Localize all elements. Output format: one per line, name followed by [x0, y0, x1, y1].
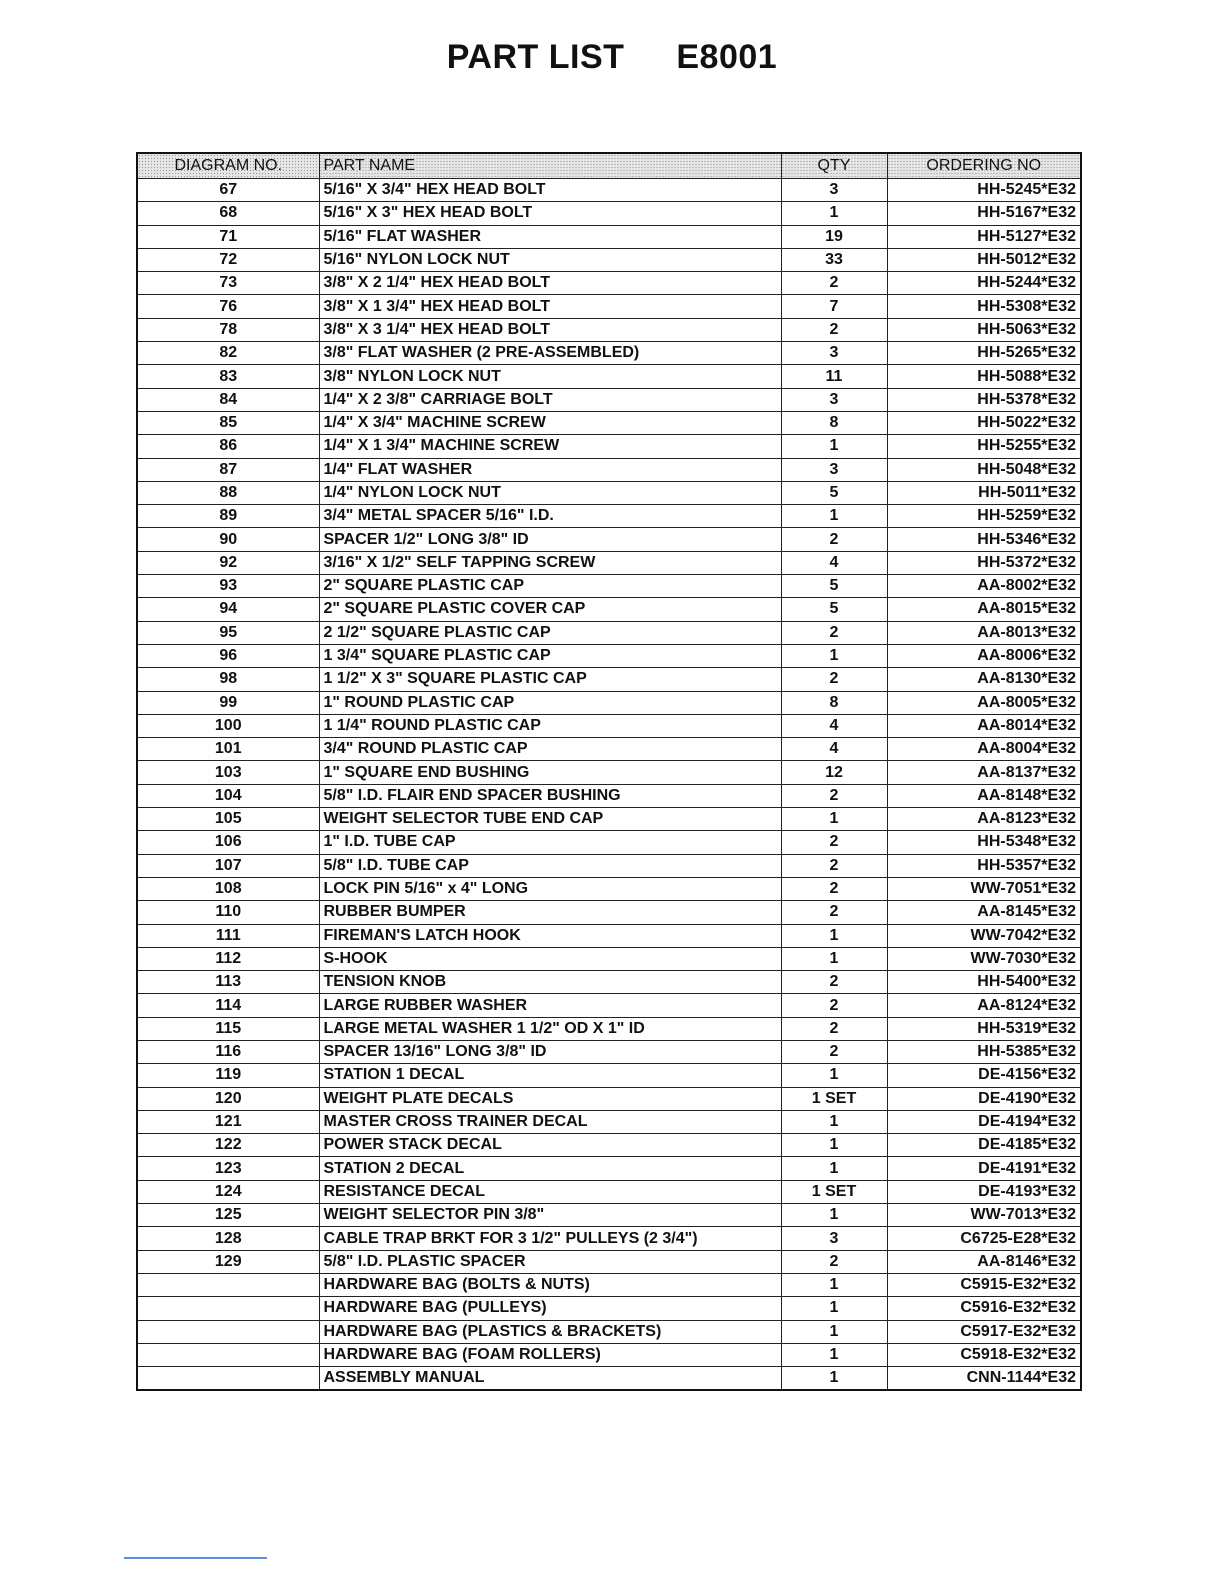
ordering-no-cell: WW-7013*E32 — [887, 1204, 1081, 1227]
ordering-no-cell: HH-5259*E32 — [887, 505, 1081, 528]
part-name-cell: 1 1/4" ROUND PLASTIC CAP — [319, 714, 781, 737]
qty-cell: 1 — [781, 1157, 887, 1180]
ordering-no-cell: AA-8123*E32 — [887, 808, 1081, 831]
ordering-no-cell: HH-5348*E32 — [887, 831, 1081, 854]
part-name-cell: HARDWARE BAG (PLASTICS & BRACKETS) — [319, 1320, 781, 1343]
table-row — [137, 1157, 1081, 1180]
ordering-no-cell: HH-5319*E32 — [887, 1017, 1081, 1040]
part-name-cell: 1 1/2" X 3" SQUARE PLASTIC CAP — [319, 668, 781, 691]
header-diagram-no: DIAGRAM NO. — [137, 153, 319, 179]
qty-cell: 2 — [781, 318, 887, 341]
table-row — [137, 342, 1081, 365]
part-name-cell: HARDWARE BAG (PULLEYS) — [319, 1297, 781, 1320]
ordering-no-cell: HH-5357*E32 — [887, 854, 1081, 877]
table-row — [137, 1134, 1081, 1157]
qty-cell: 2 — [781, 877, 887, 900]
ordering-no-cell: CNN-1144*E32 — [887, 1367, 1081, 1391]
table-row — [137, 901, 1081, 924]
ordering-no-cell: WW-7051*E32 — [887, 877, 1081, 900]
header-qty: QTY — [781, 153, 887, 179]
table-row — [137, 179, 1081, 202]
table-row — [137, 668, 1081, 691]
ordering-no-cell: AA-8006*E32 — [887, 644, 1081, 667]
table-row — [137, 691, 1081, 714]
diagram-no-cell: 94 — [137, 598, 319, 621]
diagram-no-cell: 93 — [137, 575, 319, 598]
ordering-no-cell: HH-5048*E32 — [887, 458, 1081, 481]
diagram-no-cell: 92 — [137, 551, 319, 574]
diagram-no-cell: 104 — [137, 784, 319, 807]
ordering-no-cell: HH-5245*E32 — [887, 179, 1081, 202]
qty-cell: 2 — [781, 971, 887, 994]
qty-cell: 2 — [781, 668, 887, 691]
ordering-no-cell: C5916-E32*E32 — [887, 1297, 1081, 1320]
diagram-no-cell: 68 — [137, 202, 319, 225]
table-row — [137, 621, 1081, 644]
ordering-no-cell: AA-8148*E32 — [887, 784, 1081, 807]
ordering-no-cell: AA-8013*E32 — [887, 621, 1081, 644]
diagram-no-cell: 67 — [137, 179, 319, 202]
page-title — [0, 38, 1224, 77]
diagram-no-cell: 116 — [137, 1040, 319, 1063]
header-ordering-no: ORDERING NO — [887, 153, 1081, 179]
diagram-no-cell — [137, 1367, 319, 1391]
ordering-no-cell: HH-5385*E32 — [887, 1040, 1081, 1063]
part-name-cell: 2 1/2" SQUARE PLASTIC CAP — [319, 621, 781, 644]
part-name-cell: WEIGHT PLATE DECALS — [319, 1087, 781, 1110]
ordering-no-cell: AA-8015*E32 — [887, 598, 1081, 621]
qty-cell: 1 — [781, 1064, 887, 1087]
ordering-no-cell: HH-5088*E32 — [887, 365, 1081, 388]
part-name-cell: 1" I.D. TUBE CAP — [319, 831, 781, 854]
qty-cell: 7 — [781, 295, 887, 318]
part-name-cell: S-HOOK — [319, 947, 781, 970]
ordering-no-cell: HH-5167*E32 — [887, 202, 1081, 225]
part-name-cell: 2" SQUARE PLASTIC CAP — [319, 575, 781, 598]
qty-cell: 5 — [781, 598, 887, 621]
table-row — [137, 854, 1081, 877]
header-row — [137, 153, 1081, 179]
qty-cell: 2 — [781, 1017, 887, 1040]
part-name-cell: RUBBER BUMPER — [319, 901, 781, 924]
part-name-cell: RESISTANCE DECAL — [319, 1180, 781, 1203]
table-row — [137, 528, 1081, 551]
ordering-no-cell: HH-5255*E32 — [887, 435, 1081, 458]
part-name-cell: LOCK PIN 5/16" x 4" LONG — [319, 877, 781, 900]
diagram-no-cell: 90 — [137, 528, 319, 551]
qty-cell: 3 — [781, 458, 887, 481]
qty-cell: 1 — [781, 808, 887, 831]
diagram-no-cell: 110 — [137, 901, 319, 924]
qty-cell: 1 — [781, 1297, 887, 1320]
ordering-no-cell: HH-5308*E32 — [887, 295, 1081, 318]
table-row — [137, 435, 1081, 458]
part-name-cell: LARGE METAL WASHER 1 1/2" OD X 1" ID — [319, 1017, 781, 1040]
table-row — [137, 411, 1081, 434]
parts-table-header — [137, 153, 1081, 179]
part-name-cell: 1/4" X 2 3/8" CARRIAGE BOLT — [319, 388, 781, 411]
ordering-no-cell: AA-8146*E32 — [887, 1250, 1081, 1273]
qty-cell: 2 — [781, 994, 887, 1017]
table-row — [137, 1320, 1081, 1343]
part-name-cell: 5/16" X 3/4" HEX HEAD BOLT — [319, 179, 781, 202]
part-name-cell: 3/8" NYLON LOCK NUT — [319, 365, 781, 388]
part-name-cell: 1/4" X 1 3/4" MACHINE SCREW — [319, 435, 781, 458]
diagram-no-cell: 89 — [137, 505, 319, 528]
table-row — [137, 1040, 1081, 1063]
qty-cell: 11 — [781, 365, 887, 388]
part-name-cell: 1/4" X 3/4" MACHINE SCREW — [319, 411, 781, 434]
table-row — [137, 877, 1081, 900]
part-name-cell: WEIGHT SELECTOR PIN 3/8" — [319, 1204, 781, 1227]
table-row — [137, 248, 1081, 271]
qty-cell: 1 — [781, 1273, 887, 1296]
diagram-no-cell: 83 — [137, 365, 319, 388]
part-name-cell: 5/16" NYLON LOCK NUT — [319, 248, 781, 271]
diagram-no-cell: 98 — [137, 668, 319, 691]
diagram-no-cell: 72 — [137, 248, 319, 271]
qty-cell: 1 — [781, 202, 887, 225]
table-row — [137, 738, 1081, 761]
qty-cell: 4 — [781, 714, 887, 737]
table-row — [137, 575, 1081, 598]
part-name-cell: 5/16" FLAT WASHER — [319, 225, 781, 248]
ordering-no-cell: AA-8137*E32 — [887, 761, 1081, 784]
qty-cell: 2 — [781, 1250, 887, 1273]
diagram-no-cell: 119 — [137, 1064, 319, 1087]
table-row — [137, 481, 1081, 504]
diagram-no-cell: 85 — [137, 411, 319, 434]
ordering-no-cell: AA-8014*E32 — [887, 714, 1081, 737]
table-row — [137, 295, 1081, 318]
table-row — [137, 644, 1081, 667]
qty-cell: 3 — [781, 342, 887, 365]
diagram-no-cell — [137, 1273, 319, 1296]
table-row — [137, 1180, 1081, 1203]
ordering-no-cell: AA-8005*E32 — [887, 691, 1081, 714]
diagram-no-cell: 107 — [137, 854, 319, 877]
qty-cell: 1 — [781, 435, 887, 458]
diagram-no-cell: 129 — [137, 1250, 319, 1273]
qty-cell: 12 — [781, 761, 887, 784]
ordering-no-cell: HH-5378*E32 — [887, 388, 1081, 411]
ordering-no-cell: AA-8145*E32 — [887, 901, 1081, 924]
table-row — [137, 1017, 1081, 1040]
diagram-no-cell: 78 — [137, 318, 319, 341]
part-name-cell: STATION 2 DECAL — [319, 1157, 781, 1180]
part-name-cell: TENSION KNOB — [319, 971, 781, 994]
diagram-no-cell: 96 — [137, 644, 319, 667]
qty-cell: 1 — [781, 1204, 887, 1227]
qty-cell: 1 — [781, 1134, 887, 1157]
qty-cell: 2 — [781, 528, 887, 551]
parts-table-body — [137, 179, 1081, 1391]
part-name-cell: 3/4" ROUND PLASTIC CAP — [319, 738, 781, 761]
qty-cell: 5 — [781, 575, 887, 598]
part-name-cell: 1/4" FLAT WASHER — [319, 458, 781, 481]
part-name-cell: CABLE TRAP BRKT FOR 3 1/2" PULLEYS (2 3/4") — [319, 1227, 781, 1250]
part-name-cell: 1" ROUND PLASTIC CAP — [319, 691, 781, 714]
ordering-no-cell: AA-8004*E32 — [887, 738, 1081, 761]
qty-cell: 2 — [781, 1040, 887, 1063]
part-name-cell: 3/8" X 2 1/4" HEX HEAD BOLT — [319, 272, 781, 295]
table-row — [137, 714, 1081, 737]
diagram-no-cell — [137, 1297, 319, 1320]
table-row — [137, 225, 1081, 248]
part-name-cell: 2" SQUARE PLASTIC COVER CAP — [319, 598, 781, 621]
diagram-no-cell: 128 — [137, 1227, 319, 1250]
diagram-no-cell: 123 — [137, 1157, 319, 1180]
part-name-cell: ASSEMBLY MANUAL — [319, 1367, 781, 1391]
diagram-no-cell: 87 — [137, 458, 319, 481]
table-row — [137, 808, 1081, 831]
part-name-cell: STATION 1 DECAL — [319, 1064, 781, 1087]
part-name-cell: 3/16" X 1/2" SELF TAPPING SCREW — [319, 551, 781, 574]
ordering-no-cell: AA-8002*E32 — [887, 575, 1081, 598]
ordering-no-cell: C5915-E32*E32 — [887, 1273, 1081, 1296]
diagram-no-cell: 101 — [137, 738, 319, 761]
part-name-cell: 3/8" X 3 1/4" HEX HEAD BOLT — [319, 318, 781, 341]
qty-cell: 8 — [781, 691, 887, 714]
part-name-cell: 5/8" I.D. PLASTIC SPACER — [319, 1250, 781, 1273]
qty-cell: 3 — [781, 179, 887, 202]
qty-cell: 1 — [781, 924, 887, 947]
footer-rule — [124, 1557, 267, 1559]
ordering-no-cell: DE-4190*E32 — [887, 1087, 1081, 1110]
qty-cell: 2 — [781, 784, 887, 807]
diagram-no-cell: 106 — [137, 831, 319, 854]
qty-cell: 3 — [781, 388, 887, 411]
part-name-cell: 5/8" I.D. FLAIR END SPACER BUSHING — [319, 784, 781, 807]
diagram-no-cell: 108 — [137, 877, 319, 900]
qty-cell: 4 — [781, 551, 887, 574]
qty-cell: 2 — [781, 854, 887, 877]
table-row — [137, 1367, 1081, 1391]
table-row — [137, 1204, 1081, 1227]
qty-cell: 1 — [781, 644, 887, 667]
part-name-cell: 1" SQUARE END BUSHING — [319, 761, 781, 784]
qty-cell: 2 — [781, 831, 887, 854]
table-row — [137, 551, 1081, 574]
diagram-no-cell: 114 — [137, 994, 319, 1017]
diagram-no-cell: 122 — [137, 1134, 319, 1157]
part-name-cell: 3/4" METAL SPACER 5/16" I.D. — [319, 505, 781, 528]
diagram-no-cell: 120 — [137, 1087, 319, 1110]
part-name-cell: HARDWARE BAG (FOAM ROLLERS) — [319, 1343, 781, 1366]
part-name-cell: SPACER 1/2" LONG 3/8" ID — [319, 528, 781, 551]
qty-cell: 2 — [781, 272, 887, 295]
ordering-no-cell: HH-5012*E32 — [887, 248, 1081, 271]
diagram-no-cell: 115 — [137, 1017, 319, 1040]
ordering-no-cell: HH-5022*E32 — [887, 411, 1081, 434]
qty-cell: 2 — [781, 901, 887, 924]
qty-cell: 4 — [781, 738, 887, 761]
qty-cell: 1 SET — [781, 1180, 887, 1203]
diagram-no-cell: 113 — [137, 971, 319, 994]
ordering-no-cell: HH-5063*E32 — [887, 318, 1081, 341]
part-name-cell: 5/16" X 3" HEX HEAD BOLT — [319, 202, 781, 225]
table-row — [137, 1297, 1081, 1320]
diagram-no-cell: 86 — [137, 435, 319, 458]
table-row — [137, 318, 1081, 341]
qty-cell: 1 — [781, 505, 887, 528]
ordering-no-cell: HH-5400*E32 — [887, 971, 1081, 994]
diagram-no-cell: 88 — [137, 481, 319, 504]
ordering-no-cell: HH-5011*E32 — [887, 481, 1081, 504]
part-name-cell: HARDWARE BAG (BOLTS & NUTS) — [319, 1273, 781, 1296]
ordering-no-cell: HH-5127*E32 — [887, 225, 1081, 248]
ordering-no-cell: HH-5265*E32 — [887, 342, 1081, 365]
ordering-no-cell: WW-7042*E32 — [887, 924, 1081, 947]
table-row — [137, 784, 1081, 807]
diagram-no-cell: 125 — [137, 1204, 319, 1227]
diagram-no-cell — [137, 1343, 319, 1366]
qty-cell: 5 — [781, 481, 887, 504]
qty-cell: 33 — [781, 248, 887, 271]
qty-cell: 1 SET — [781, 1087, 887, 1110]
table-row — [137, 994, 1081, 1017]
table-row — [137, 458, 1081, 481]
table-row — [137, 272, 1081, 295]
table-row — [137, 505, 1081, 528]
table-row — [137, 1343, 1081, 1366]
table-row — [137, 1087, 1081, 1110]
qty-cell: 1 — [781, 1320, 887, 1343]
part-name-cell: WEIGHT SELECTOR TUBE END CAP — [319, 808, 781, 831]
part-name-cell: POWER STACK DECAL — [319, 1134, 781, 1157]
table-row — [137, 924, 1081, 947]
diagram-no-cell: 100 — [137, 714, 319, 737]
qty-cell: 1 — [781, 947, 887, 970]
table-row — [137, 1227, 1081, 1250]
qty-cell: 3 — [781, 1227, 887, 1250]
ordering-no-cell: DE-4185*E32 — [887, 1134, 1081, 1157]
ordering-no-cell: HH-5372*E32 — [887, 551, 1081, 574]
ordering-no-cell: C6725-E28*E32 — [887, 1227, 1081, 1250]
table-row — [137, 1064, 1081, 1087]
part-name-cell: 3/8" FLAT WASHER (2 PRE-ASSEMBLED) — [319, 342, 781, 365]
diagram-no-cell: 84 — [137, 388, 319, 411]
title-part-list: PART LIST — [446, 38, 625, 76]
qty-cell: 1 — [781, 1343, 887, 1366]
qty-cell: 2 — [781, 621, 887, 644]
ordering-no-cell: AA-8130*E32 — [887, 668, 1081, 691]
diagram-no-cell: 124 — [137, 1180, 319, 1203]
table-row — [137, 971, 1081, 994]
diagram-no-cell: 112 — [137, 947, 319, 970]
table-row — [137, 365, 1081, 388]
table-row — [137, 1250, 1081, 1273]
ordering-no-cell: DE-4191*E32 — [887, 1157, 1081, 1180]
diagram-no-cell: 99 — [137, 691, 319, 714]
header-part-name: PART NAME — [319, 153, 781, 179]
table-row — [137, 598, 1081, 621]
part-name-cell: 3/8" X 1 3/4" HEX HEAD BOLT — [319, 295, 781, 318]
qty-cell: 8 — [781, 411, 887, 434]
qty-cell: 1 — [781, 1110, 887, 1133]
diagram-no-cell: 105 — [137, 808, 319, 831]
ordering-no-cell: AA-8124*E32 — [887, 994, 1081, 1017]
table-row — [137, 947, 1081, 970]
part-name-cell: FIREMAN'S LATCH HOOK — [319, 924, 781, 947]
ordering-no-cell: WW-7030*E32 — [887, 947, 1081, 970]
part-name-cell: MASTER CROSS TRAINER DECAL — [319, 1110, 781, 1133]
ordering-no-cell: DE-4193*E32 — [887, 1180, 1081, 1203]
part-name-cell: 1/4" NYLON LOCK NUT — [319, 481, 781, 504]
qty-cell: 19 — [781, 225, 887, 248]
part-name-cell: 5/8" I.D. TUBE CAP — [319, 854, 781, 877]
ordering-no-cell: HH-5244*E32 — [887, 272, 1081, 295]
ordering-no-cell: C5917-E32*E32 — [887, 1320, 1081, 1343]
diagram-no-cell: 103 — [137, 761, 319, 784]
diagram-no-cell: 71 — [137, 225, 319, 248]
diagram-no-cell: 73 — [137, 272, 319, 295]
table-row — [137, 761, 1081, 784]
part-name-cell: 1 3/4" SQUARE PLASTIC CAP — [319, 644, 781, 667]
parts-table — [136, 152, 1082, 1391]
diagram-no-cell: 121 — [137, 1110, 319, 1133]
title-model-number: E8001 — [676, 38, 778, 76]
table-row — [137, 831, 1081, 854]
diagram-no-cell: 76 — [137, 295, 319, 318]
ordering-no-cell: C5918-E32*E32 — [887, 1343, 1081, 1366]
ordering-no-cell: HH-5346*E32 — [887, 528, 1081, 551]
part-name-cell: SPACER 13/16" LONG 3/8" ID — [319, 1040, 781, 1063]
ordering-no-cell: DE-4194*E32 — [887, 1110, 1081, 1133]
ordering-no-cell: DE-4156*E32 — [887, 1064, 1081, 1087]
table-row — [137, 388, 1081, 411]
diagram-no-cell — [137, 1320, 319, 1343]
qty-cell: 1 — [781, 1367, 887, 1391]
table-row — [137, 1110, 1081, 1133]
part-name-cell: LARGE RUBBER WASHER — [319, 994, 781, 1017]
diagram-no-cell: 95 — [137, 621, 319, 644]
table-row — [137, 202, 1081, 225]
table-row — [137, 1273, 1081, 1296]
diagram-no-cell: 82 — [137, 342, 319, 365]
diagram-no-cell: 111 — [137, 924, 319, 947]
